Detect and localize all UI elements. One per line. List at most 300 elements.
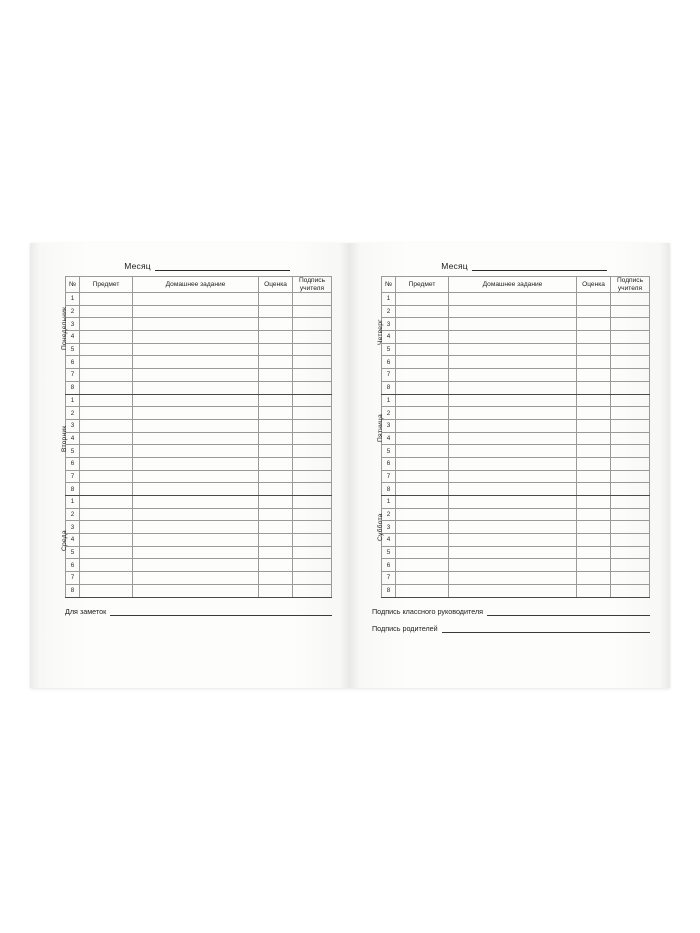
- row-number: 5: [66, 343, 80, 356]
- cell-signature[interactable]: [611, 381, 650, 394]
- right-schedule-table: [381, 276, 650, 598]
- cell-mark[interactable]: [577, 445, 611, 458]
- table-row[interactable]: [382, 572, 650, 585]
- cell-subject[interactable]: [80, 343, 133, 356]
- table-row[interactable]: [66, 534, 332, 547]
- cell-mark[interactable]: [259, 534, 293, 547]
- cell-mark[interactable]: [577, 331, 611, 344]
- cell-subject[interactable]: [396, 407, 449, 420]
- cell-mark[interactable]: [259, 496, 293, 509]
- cell-signature[interactable]: [611, 331, 650, 344]
- cell-mark[interactable]: [259, 381, 293, 394]
- header-mark: Оценка: [259, 277, 293, 293]
- cell-signature[interactable]: [611, 470, 650, 483]
- cell-mark[interactable]: [259, 572, 293, 585]
- row-number: 8: [66, 381, 80, 394]
- table-row[interactable]: [66, 356, 332, 369]
- cell-signature[interactable]: [611, 318, 650, 331]
- cell-signature[interactable]: [293, 432, 332, 445]
- cell-signature[interactable]: [293, 381, 332, 394]
- table-row[interactable]: [382, 470, 650, 483]
- cell-signature[interactable]: [293, 419, 332, 432]
- cell-signature[interactable]: [293, 483, 332, 496]
- cell-mark[interactable]: [259, 508, 293, 521]
- table-row[interactable]: [66, 457, 332, 470]
- cell-subject[interactable]: [80, 407, 133, 420]
- cell-signature[interactable]: [611, 407, 650, 420]
- row-number: 6: [66, 356, 80, 369]
- cell-mark[interactable]: [577, 496, 611, 509]
- cell-subject[interactable]: [80, 432, 133, 445]
- cell-signature[interactable]: [293, 521, 332, 534]
- table-row[interactable]: [382, 369, 650, 382]
- cell-mark[interactable]: [259, 470, 293, 483]
- cell-subject[interactable]: [80, 318, 133, 331]
- cell-homework[interactable]: [133, 331, 259, 344]
- cell-subject[interactable]: [80, 419, 133, 432]
- cell-homework[interactable]: [133, 445, 259, 458]
- row-number: 7: [382, 572, 396, 585]
- cell-signature[interactable]: [293, 445, 332, 458]
- cell-subject[interactable]: [396, 305, 449, 318]
- cell-signature[interactable]: [611, 483, 650, 496]
- cell-signature[interactable]: [293, 572, 332, 585]
- table-row[interactable]: [382, 318, 650, 331]
- header-teacher-signature-line1: Подпись: [298, 277, 326, 285]
- cell-mark[interactable]: [259, 305, 293, 318]
- cell-homework[interactable]: [133, 343, 259, 356]
- cell-homework[interactable]: [449, 534, 577, 547]
- table-row[interactable]: [66, 318, 332, 331]
- cell-signature[interactable]: [293, 546, 332, 559]
- cell-homework[interactable]: [133, 559, 259, 572]
- table-row[interactable]: [66, 343, 332, 356]
- cell-mark[interactable]: [577, 394, 611, 407]
- cell-subject[interactable]: [80, 572, 133, 585]
- cell-signature[interactable]: [611, 521, 650, 534]
- class-teacher-signature-write-line[interactable]: [487, 607, 650, 616]
- table-row[interactable]: [382, 445, 650, 458]
- row-number: 7: [66, 572, 80, 585]
- cell-homework[interactable]: [133, 369, 259, 382]
- header-subject: Предмет: [80, 277, 133, 293]
- cell-signature[interactable]: [611, 394, 650, 407]
- cell-homework[interactable]: [133, 508, 259, 521]
- cell-signature[interactable]: [611, 369, 650, 382]
- cell-mark[interactable]: [259, 546, 293, 559]
- cell-signature[interactable]: [611, 559, 650, 572]
- day-label-thursday: Четверг: [377, 319, 384, 345]
- cell-mark[interactable]: [577, 432, 611, 445]
- header-subject: Предмет: [396, 277, 449, 293]
- cell-mark[interactable]: [259, 356, 293, 369]
- table-row[interactable]: [382, 432, 650, 445]
- cell-subject[interactable]: [80, 483, 133, 496]
- row-number: 1: [66, 496, 80, 509]
- row-number: 2: [66, 305, 80, 318]
- table-row[interactable]: [382, 293, 650, 306]
- cell-homework[interactable]: [449, 470, 577, 483]
- cell-mark[interactable]: [577, 293, 611, 306]
- cell-homework[interactable]: [133, 318, 259, 331]
- cell-mark[interactable]: [577, 419, 611, 432]
- cell-mark[interactable]: [577, 318, 611, 331]
- cell-signature[interactable]: [293, 318, 332, 331]
- cell-homework[interactable]: [133, 419, 259, 432]
- cell-mark[interactable]: [577, 470, 611, 483]
- cell-subject[interactable]: [80, 369, 133, 382]
- cell-mark[interactable]: [577, 305, 611, 318]
- parents-signature-line[interactable]: [372, 624, 650, 633]
- cell-mark[interactable]: [259, 457, 293, 470]
- row-number: 2: [382, 508, 396, 521]
- table-row[interactable]: [382, 521, 650, 534]
- cell-signature[interactable]: [293, 584, 332, 597]
- cell-homework[interactable]: [449, 432, 577, 445]
- table-row[interactable]: [382, 343, 650, 356]
- table-header-row: [66, 277, 332, 293]
- cell-subject[interactable]: [396, 584, 449, 597]
- table-row[interactable]: [66, 521, 332, 534]
- table-row[interactable]: [66, 496, 332, 509]
- cell-homework[interactable]: [449, 318, 577, 331]
- cell-subject[interactable]: [396, 559, 449, 572]
- cell-subject[interactable]: [396, 381, 449, 394]
- cell-mark[interactable]: [259, 559, 293, 572]
- cell-homework[interactable]: [133, 293, 259, 306]
- cell-signature[interactable]: [293, 559, 332, 572]
- cell-homework[interactable]: [449, 559, 577, 572]
- cell-signature[interactable]: [611, 572, 650, 585]
- cell-mark[interactable]: [577, 381, 611, 394]
- class-teacher-signature-line[interactable]: [372, 607, 650, 616]
- cell-homework[interactable]: [449, 343, 577, 356]
- cell-homework[interactable]: [133, 457, 259, 470]
- table-row[interactable]: [66, 559, 332, 572]
- cell-mark[interactable]: [577, 559, 611, 572]
- header-teacher-signature: [611, 277, 650, 293]
- cell-signature[interactable]: [611, 445, 650, 458]
- table-row[interactable]: [382, 559, 650, 572]
- cell-subject[interactable]: [396, 318, 449, 331]
- cell-homework[interactable]: [133, 407, 259, 420]
- row-number: 3: [382, 521, 396, 534]
- table-row[interactable]: [382, 496, 650, 509]
- table-row[interactable]: [66, 419, 332, 432]
- left-schedule-table: [65, 276, 332, 598]
- cell-signature[interactable]: [611, 343, 650, 356]
- row-number: 4: [66, 432, 80, 445]
- cell-homework[interactable]: [133, 496, 259, 509]
- table-row[interactable]: [66, 483, 332, 496]
- cell-homework[interactable]: [449, 407, 577, 420]
- cell-mark[interactable]: [577, 407, 611, 420]
- left-page: [30, 243, 351, 688]
- cell-subject[interactable]: [396, 521, 449, 534]
- cell-homework[interactable]: [449, 369, 577, 382]
- cell-homework[interactable]: [449, 293, 577, 306]
- cell-signature[interactable]: [293, 457, 332, 470]
- cell-homework[interactable]: [449, 445, 577, 458]
- table-row[interactable]: [66, 572, 332, 585]
- cell-mark[interactable]: [577, 521, 611, 534]
- cell-homework[interactable]: [133, 572, 259, 585]
- table-row[interactable]: [382, 534, 650, 547]
- cell-signature[interactable]: [293, 293, 332, 306]
- cell-subject[interactable]: [80, 521, 133, 534]
- cell-mark[interactable]: [259, 445, 293, 458]
- cell-subject[interactable]: [396, 394, 449, 407]
- row-number: 2: [382, 305, 396, 318]
- cell-mark[interactable]: [577, 572, 611, 585]
- cell-homework[interactable]: [133, 483, 259, 496]
- right-month-header: [368, 257, 650, 271]
- row-number: 1: [382, 496, 396, 509]
- cell-subject[interactable]: [396, 419, 449, 432]
- cell-subject[interactable]: [80, 496, 133, 509]
- table-row[interactable]: [66, 546, 332, 559]
- left-month-label: Месяц: [124, 261, 151, 271]
- cell-subject[interactable]: [396, 356, 449, 369]
- cell-subject[interactable]: [80, 534, 133, 547]
- cell-mark[interactable]: [259, 293, 293, 306]
- cell-signature[interactable]: [293, 369, 332, 382]
- cell-subject[interactable]: [80, 305, 133, 318]
- cell-mark[interactable]: [259, 318, 293, 331]
- cell-subject[interactable]: [396, 508, 449, 521]
- cell-signature[interactable]: [611, 457, 650, 470]
- cell-signature[interactable]: [293, 508, 332, 521]
- right-page: [350, 243, 670, 688]
- cell-subject[interactable]: [396, 445, 449, 458]
- right-month-write-line[interactable]: [472, 261, 607, 271]
- cell-mark[interactable]: [259, 521, 293, 534]
- cell-mark[interactable]: [259, 584, 293, 597]
- cell-subject[interactable]: [396, 432, 449, 445]
- row-number: 7: [66, 470, 80, 483]
- cell-subject[interactable]: [396, 572, 449, 585]
- table-row[interactable]: [382, 356, 650, 369]
- cell-mark[interactable]: [577, 356, 611, 369]
- cell-subject[interactable]: [80, 457, 133, 470]
- row-number: 6: [66, 457, 80, 470]
- cell-signature[interactable]: [293, 305, 332, 318]
- table-row[interactable]: [382, 407, 650, 420]
- table-row[interactable]: [66, 508, 332, 521]
- cell-signature[interactable]: [611, 432, 650, 445]
- row-number: 4: [66, 534, 80, 547]
- row-number: 3: [382, 419, 396, 432]
- notes-write-line[interactable]: [110, 607, 332, 616]
- cell-mark[interactable]: [577, 584, 611, 597]
- header-homework: Домашнее задание: [449, 277, 577, 293]
- cell-homework[interactable]: [449, 331, 577, 344]
- cell-signature[interactable]: [293, 343, 332, 356]
- row-number: 4: [382, 534, 396, 547]
- table-row[interactable]: [66, 470, 332, 483]
- header-homework: Домашнее задание: [133, 277, 259, 293]
- cell-signature[interactable]: [293, 534, 332, 547]
- table-row[interactable]: [66, 369, 332, 382]
- cell-subject[interactable]: [396, 483, 449, 496]
- cell-mark[interactable]: [259, 407, 293, 420]
- cell-signature[interactable]: [611, 419, 650, 432]
- cell-subject[interactable]: [396, 293, 449, 306]
- cell-mark[interactable]: [259, 419, 293, 432]
- table-row[interactable]: [382, 457, 650, 470]
- cell-subject[interactable]: [396, 496, 449, 509]
- header-teacher-signature-line2: учителя: [299, 284, 325, 292]
- row-number: 1: [382, 293, 396, 306]
- cell-homework[interactable]: [133, 521, 259, 534]
- right-day-labels: [368, 276, 384, 598]
- notebook-spread: [30, 243, 670, 688]
- row-number: 1: [66, 293, 80, 306]
- cell-mark[interactable]: [259, 369, 293, 382]
- cell-subject[interactable]: [396, 470, 449, 483]
- cell-subject[interactable]: [80, 470, 133, 483]
- cell-signature[interactable]: [611, 546, 650, 559]
- table-row[interactable]: [66, 293, 332, 306]
- header-teacher-signature-line2: учителя: [617, 284, 643, 292]
- table-row[interactable]: [382, 546, 650, 559]
- cell-homework[interactable]: [133, 470, 259, 483]
- cell-mark[interactable]: [577, 508, 611, 521]
- cell-mark[interactable]: [577, 343, 611, 356]
- header-number: №: [66, 277, 80, 293]
- cell-mark[interactable]: [577, 546, 611, 559]
- cell-mark[interactable]: [577, 534, 611, 547]
- cell-homework[interactable]: [133, 305, 259, 318]
- cell-homework[interactable]: [449, 457, 577, 470]
- cell-subject[interactable]: [80, 293, 133, 306]
- row-number: 6: [382, 356, 396, 369]
- parents-signature-write-line[interactable]: [442, 624, 650, 633]
- table-row[interactable]: [382, 381, 650, 394]
- table-row[interactable]: [66, 584, 332, 597]
- row-number: 4: [382, 331, 396, 344]
- cell-signature[interactable]: [611, 584, 650, 597]
- table-row[interactable]: [66, 445, 332, 458]
- table-row[interactable]: [382, 394, 650, 407]
- table-row[interactable]: [66, 407, 332, 420]
- cell-homework[interactable]: [449, 508, 577, 521]
- cell-subject[interactable]: [396, 534, 449, 547]
- cell-subject[interactable]: [80, 394, 133, 407]
- cell-subject[interactable]: [80, 546, 133, 559]
- row-number: 6: [66, 559, 80, 572]
- row-number: 2: [66, 407, 80, 420]
- cell-subject[interactable]: [396, 546, 449, 559]
- cell-signature[interactable]: [611, 534, 650, 547]
- cell-mark[interactable]: [577, 457, 611, 470]
- cell-subject[interactable]: [80, 584, 133, 597]
- cell-homework[interactable]: [133, 394, 259, 407]
- cell-signature[interactable]: [293, 356, 332, 369]
- cell-signature[interactable]: [611, 496, 650, 509]
- cell-mark[interactable]: [259, 331, 293, 344]
- table-row[interactable]: [66, 432, 332, 445]
- cell-homework[interactable]: [133, 432, 259, 445]
- cell-homework[interactable]: [449, 496, 577, 509]
- cell-homework[interactable]: [449, 356, 577, 369]
- cell-signature[interactable]: [611, 293, 650, 306]
- cell-mark[interactable]: [259, 432, 293, 445]
- cell-homework[interactable]: [133, 356, 259, 369]
- cell-homework[interactable]: [133, 381, 259, 394]
- table-row[interactable]: [382, 305, 650, 318]
- cell-homework[interactable]: [133, 546, 259, 559]
- cell-subject[interactable]: [396, 343, 449, 356]
- cell-subject[interactable]: [80, 356, 133, 369]
- table-row[interactable]: [382, 584, 650, 597]
- cell-signature[interactable]: [293, 407, 332, 420]
- notes-line[interactable]: [65, 607, 332, 616]
- cell-signature[interactable]: [293, 331, 332, 344]
- cell-homework[interactable]: [449, 419, 577, 432]
- cell-subject[interactable]: [80, 559, 133, 572]
- cell-mark[interactable]: [577, 483, 611, 496]
- cell-homework[interactable]: [449, 483, 577, 496]
- cell-signature[interactable]: [611, 508, 650, 521]
- row-number: 5: [382, 546, 396, 559]
- row-number: 3: [66, 419, 80, 432]
- cell-subject[interactable]: [396, 457, 449, 470]
- table-row[interactable]: [382, 331, 650, 344]
- cell-homework[interactable]: [449, 584, 577, 597]
- row-number: 8: [66, 483, 80, 496]
- left-month-write-line[interactable]: [155, 261, 290, 271]
- cell-homework[interactable]: [449, 394, 577, 407]
- cell-signature[interactable]: [293, 394, 332, 407]
- cell-homework[interactable]: [449, 381, 577, 394]
- table-row[interactable]: [382, 508, 650, 521]
- left-footer: [52, 607, 332, 616]
- table-row[interactable]: [66, 381, 332, 394]
- cell-subject[interactable]: [80, 508, 133, 521]
- day-label-friday: Пятница: [377, 414, 384, 442]
- table-row[interactable]: [382, 419, 650, 432]
- cell-subject[interactable]: [396, 331, 449, 344]
- cell-mark[interactable]: [577, 369, 611, 382]
- header-teacher-signature: [293, 277, 332, 293]
- cell-subject[interactable]: [80, 331, 133, 344]
- table-row[interactable]: [66, 331, 332, 344]
- cell-homework[interactable]: [449, 546, 577, 559]
- cell-signature[interactable]: [611, 305, 650, 318]
- cell-signature[interactable]: [293, 496, 332, 509]
- table-row[interactable]: [382, 483, 650, 496]
- cell-subject[interactable]: [80, 445, 133, 458]
- cell-homework[interactable]: [133, 534, 259, 547]
- cell-mark[interactable]: [259, 394, 293, 407]
- cell-mark[interactable]: [259, 483, 293, 496]
- cell-signature[interactable]: [611, 356, 650, 369]
- cell-homework[interactable]: [449, 305, 577, 318]
- cell-signature[interactable]: [293, 470, 332, 483]
- table-row[interactable]: [66, 305, 332, 318]
- cell-homework[interactable]: [449, 572, 577, 585]
- cell-homework[interactable]: [449, 521, 577, 534]
- left-month-header: [52, 257, 332, 271]
- cell-subject[interactable]: [80, 381, 133, 394]
- row-number: 4: [382, 432, 396, 445]
- table-row[interactable]: [66, 394, 332, 407]
- cell-mark[interactable]: [259, 343, 293, 356]
- cell-subject[interactable]: [396, 369, 449, 382]
- header-number: №: [382, 277, 396, 293]
- cell-homework[interactable]: [133, 584, 259, 597]
